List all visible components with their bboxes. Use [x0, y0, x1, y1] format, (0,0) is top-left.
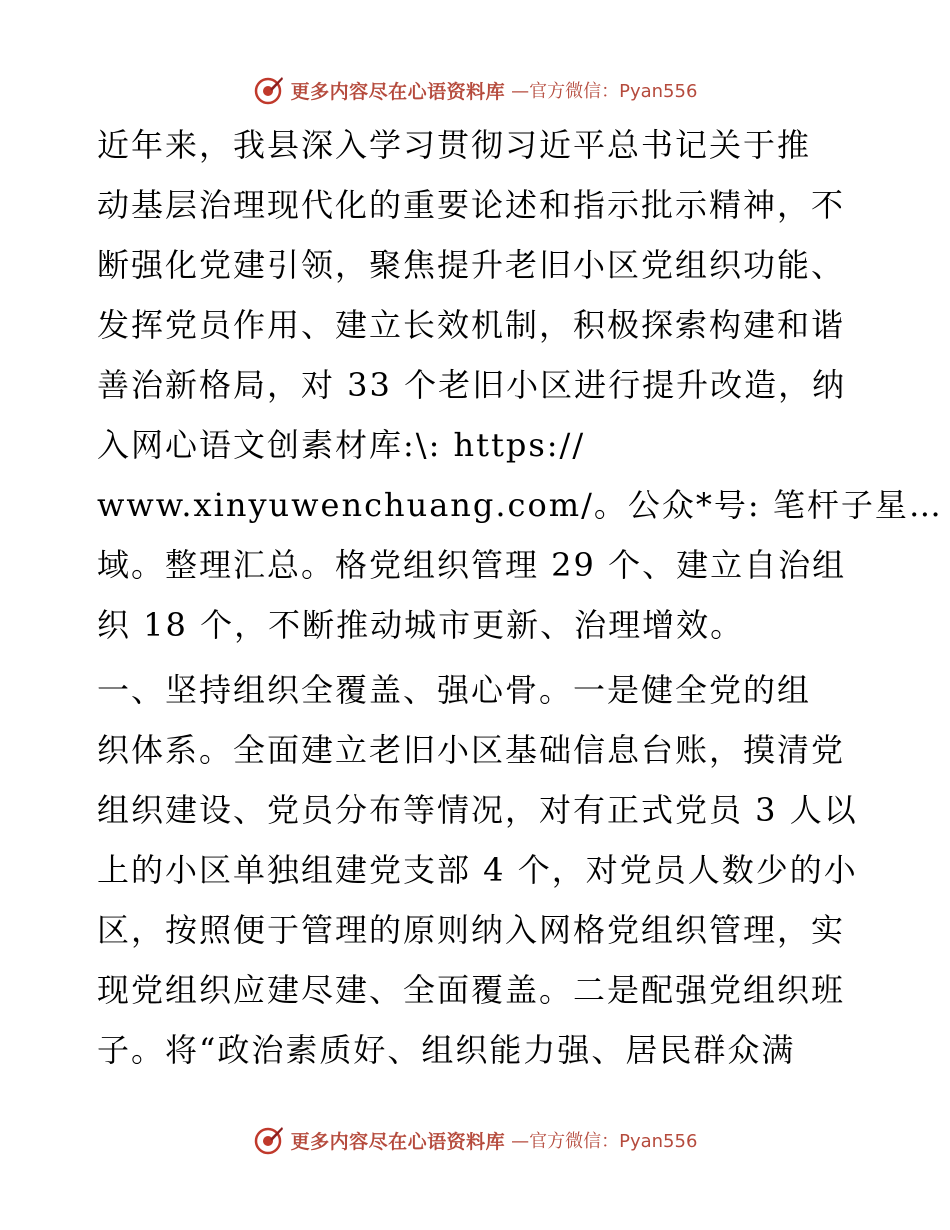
banner-sub-text: —官方微信：Pyan556: [511, 81, 698, 102]
text-line: 子。将“政治素质好、组织能力强、居民群众满: [97, 1031, 796, 1069]
text-line: 上的小区单独组建党支部 4 个，对党员人数少的小: [97, 851, 858, 889]
text-line: 入网心语文创素材库:\: https://: [97, 426, 586, 464]
banner-main-text: 更多内容尽在心语资料库: [290, 80, 506, 103]
footer-banner: [0, 1120, 950, 1160]
text-line: 一、坚持组织全覆盖、强心骨。一是健全党的组: [97, 671, 812, 709]
text-line: 域。整理汇总。格党组织管理 29 个、建立自治组: [97, 546, 847, 584]
banner-main-text: 更多内容尽在心语资料库: [290, 1130, 506, 1153]
text-line: 动基层治理现代化的重要论述和指示批示精神，不: [97, 186, 846, 224]
brush-logo-icon: [253, 74, 285, 106]
text-line: 区，按照便于管理的原则纳入网格党组织管理，实: [97, 911, 846, 949]
text-line: 现党组织应建尽建、全面覆盖。二是配强党组织班: [97, 971, 846, 1009]
header-banner: [0, 70, 950, 110]
banner-sub-text: —官方微信：Pyan556: [511, 1131, 698, 1152]
text-line: 织体系。全面建立老旧小区基础信息台账，摸清党: [97, 731, 846, 769]
paragraph-1: [97, 115, 943, 655]
brush-logo-icon: [253, 1124, 285, 1156]
text-line: 组织建设、党员分布等情况，对有正式党员 3 人以: [97, 791, 858, 829]
text-line: 织 18 个，不断推动城市更新、治理增效。: [97, 606, 745, 644]
text-line: 断强化党建引领，聚焦提升老旧小区党组织功能、: [97, 246, 846, 284]
text-line: 近年来，我县深入学习贯彻习近平总书记关于推: [97, 126, 812, 164]
paragraph-2: [97, 660, 857, 1080]
text-line: 善治新格局，对 33 个老旧小区进行提升改造，纳: [97, 366, 847, 404]
text-line: 发挥党员作用、建立长效机制，积极探索构建和谐: [97, 306, 846, 344]
text-line: www.xinyuwenchuang.com/。公众*号: 笔杆子星…: [97, 486, 943, 524]
